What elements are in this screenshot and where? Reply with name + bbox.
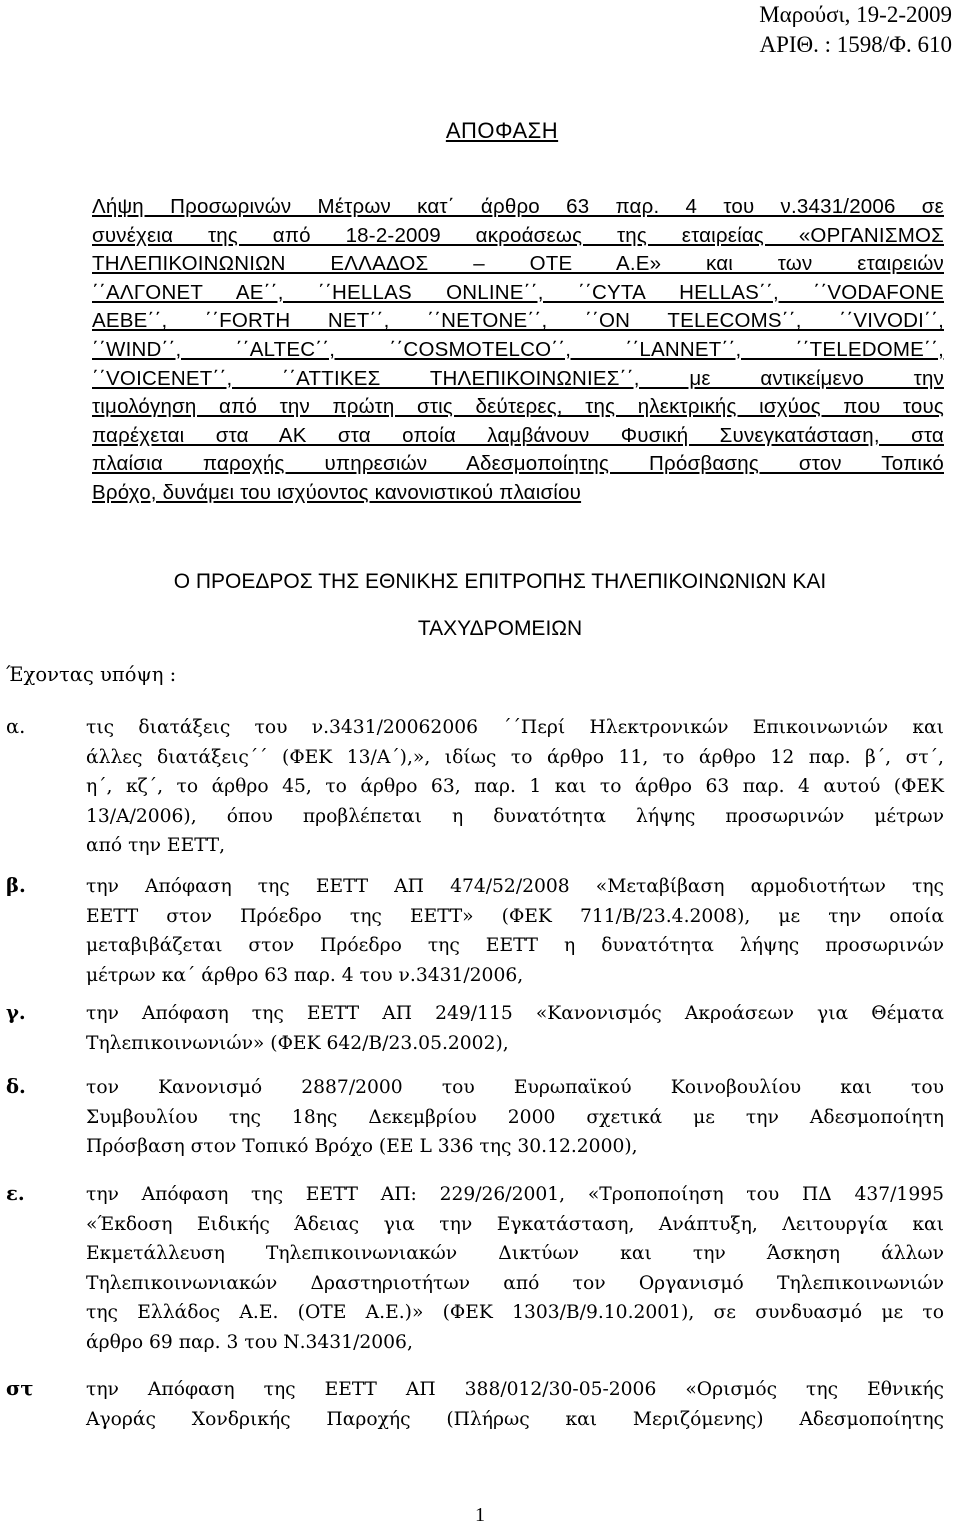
item-line: Τηλεπικοινωνιακών Δραστηριοτήτων από τον Οργανισμό Τηλεπικοινωνιών bbox=[86, 1272, 944, 1294]
item-line: τον Κανονισμό 2887/2000 του Ευρωπαϊκού Κοινοβουλίου και του bbox=[86, 1077, 944, 1098]
item-marker: α. bbox=[6, 715, 26, 738]
subject-line: ΄΄WIND΄΄, ΄΄ALTEC΄΄, ΄΄COSMOTELCO΄΄, ΄΄LANNET΄΄, ΄΄TELEDOME΄΄, bbox=[92, 337, 944, 361]
item-line: ΕΕΤΤ στον Πρόεδρο της ΕΕΤΤ» (ΦΕΚ 711/Β/23.4.2008), με την οποία bbox=[86, 905, 944, 927]
item-line: Πρόσβαση στον Τοπικό Βρόχο (ΕΕ L 336 της 30.12.2000), bbox=[86, 1136, 638, 1158]
item-marker: ε. bbox=[6, 1182, 25, 1205]
president-heading: Ο ΠΡΟΕΔΡΟΣ ΤΗΣ ΕΘΝΙΚΗΣ ΕΠΙΤΡΟΠΗΣ ΤΗΛΕΠΙΚΟΙΝΩΝΙΩΝ ΚΑΙ bbox=[173, 570, 827, 593]
item-line: μέτρων κα΄ άρθρο 63 παρ. 4 του ν.3431/2006, bbox=[86, 964, 524, 986]
item-line: την Απόφαση της ΕΕΤΤ ΑΠ 474/52/2008 «Μεταβίβαση αρμοδιοτήτων της bbox=[86, 876, 944, 897]
header-block bbox=[759, 0, 952, 60]
subject-block bbox=[92, 193, 944, 508]
item-line: την Απόφαση της ΕΕΤΤ ΑΠ 249/115 «Κανονισμός Ακροάσεων για Θέματα bbox=[86, 1003, 944, 1024]
item-line: την Απόφαση της ΕΕΤΤ ΑΠ 388/012/30-05-2006 «Ορισμός της Εθνικής bbox=[86, 1379, 944, 1400]
considering-heading: Έχοντας υπόψη : bbox=[6, 663, 177, 686]
document-title: ΑΠΟΦΑΣΗ bbox=[445, 118, 559, 143]
subject-line: συνέχεια της από 18-2-2009 ακροάσεως της εταιρείας «ΟΡΓΑΝΙΣΜΟΣ bbox=[92, 223, 944, 247]
item-text bbox=[86, 1180, 944, 1358]
item-line: της Ελλάδος Α.Ε. (ΟΤΕ Α.Ε.)» (ΦΕΚ 1303/Β/9.10.2001), σε συνδυασμό με το bbox=[86, 1302, 944, 1324]
item-line: η΄, κζ΄, το άρθρο 45, το άρθρο 63, παρ. 1 και το άρθρο 63 παρ. 4 αυτού (ΦΕΚ bbox=[86, 776, 944, 798]
item-text bbox=[86, 713, 944, 861]
subject-line: ΤΗΛΕΠΙΚΟΙΝΩΝΙΩΝ ΕΛΛΑΔΟΣ – ΟΤΕ Α.Ε» και των εταιρειών bbox=[92, 252, 944, 276]
item-text bbox=[86, 872, 944, 990]
item-text bbox=[86, 1375, 944, 1434]
subject-line: Βρόχο, δυνάμει του ισχύοντος κανονιστικού πλαισίου bbox=[92, 480, 582, 504]
subject-line: παρέχεται στα ΑΚ στα οποία λαμβάνουν Φυσική Συνεγκατάσταση, στα bbox=[92, 423, 944, 447]
subject-line: τιμολόγηση από την πρώτη στις δεύτερες, της ηλεκτρικής ισχύος που τους bbox=[92, 395, 944, 419]
subject-line: ΑΕΒΕ΄΄, ΄΄FORTH NET΄΄, ΄΄NETONE΄΄, ΄΄ON TELECOMS΄΄, ΄΄VIVODI΄΄, bbox=[92, 309, 944, 333]
item-text bbox=[86, 1073, 944, 1162]
item-marker: β. bbox=[6, 874, 26, 897]
subject-line: πλαίσια παροχής υπηρεσιών Αδεσμοποίητης Πρόσβασης στον Τοπικό bbox=[92, 452, 944, 476]
item-line: Τηλεπικοινωνιών» (ΦΕΚ 642/Β/23.05.2002), bbox=[86, 1032, 509, 1054]
item-marker: γ. bbox=[6, 1001, 26, 1024]
item-line: άλλες διατάξεις΄΄ (ΦΕΚ 13/Α΄),», ιδίως το άρθρο 11, το άρθρο 12 παρ. β΄, στ΄, bbox=[86, 746, 944, 768]
item-marker: στ bbox=[6, 1377, 34, 1400]
item-line: Αγοράς Χονδρικής Παροχής (Πλήρως και Μεριζόμενης) Αδεσμοποίητης bbox=[86, 1408, 944, 1430]
item-text bbox=[86, 999, 944, 1058]
item-line: τις διατάξεις του ν.3431/20062006 ΄΄Περί Ηλεκτρονικών Επικοινωνιών και bbox=[86, 717, 944, 738]
place-date: Μαρούσι, 19-2-2009 bbox=[759, 2, 952, 27]
subject-line: ΄΄VOICENET΄΄, ΄΄ΑΤΤΙΚΕΣ ΤΗΛΕΠΙΚΟΙΝΩΝΙΕΣ΄΄, με αντικείμενο την bbox=[92, 366, 944, 390]
reference-number: ΑΡΙΘ. : 1598/Φ. 610 bbox=[759, 32, 952, 57]
president-heading-2: ΤΑΧΥΔΡΟΜΕΙΩΝ bbox=[417, 617, 583, 640]
item-marker: δ. bbox=[6, 1075, 26, 1098]
subject-line: ΄΄ΑΛΓΟΝΕΤ ΑΕ΄΄, ΄΄HELLAS ONLINE΄΄, ΄΄CYTA HELLAS΄΄, ΄΄VODAFONE bbox=[92, 280, 944, 304]
item-line: Εκμετάλλευση Τηλεπικοινωνιακών Δικτύων και την Άσκηση άλλων bbox=[86, 1243, 944, 1265]
subject-line: Λήψη Προσωρινών Μέτρων κατ΄ άρθρο 63 παρ. 4 του ν.3431/2006 σε bbox=[92, 195, 944, 218]
item-line: «Έκδοση Ειδικής Άδειας για την Εγκατάσταση, Ανάπτυξη, Λειτουργία και bbox=[86, 1213, 944, 1235]
item-line: Συμβουλίου της 18ης Δεκεμβρίου 2000 σχετικά με την Αδεσμοποίητη bbox=[86, 1106, 944, 1128]
item-line: μεταβιβάζεται στον Πρόεδρο της ΕΕΤΤ η δυνατότητα λήψης προσωρινών bbox=[86, 935, 944, 957]
item-line: από την ΕΕΤΤ, bbox=[86, 835, 226, 857]
item-line: 13/Α/2006), όπου προβλέπεται η δυνατότητα λήψης προσωρινών μέτρων bbox=[86, 805, 944, 827]
page-number: 1 bbox=[475, 1504, 485, 1526]
item-line: άρθρο 69 παρ. 3 του Ν.3431/2006, bbox=[86, 1331, 413, 1353]
item-line: την Απόφαση της ΕΕΤΤ ΑΠ: 229/26/2001, «Τροποποίηση του ΠΔ 437/1995 bbox=[86, 1184, 944, 1205]
